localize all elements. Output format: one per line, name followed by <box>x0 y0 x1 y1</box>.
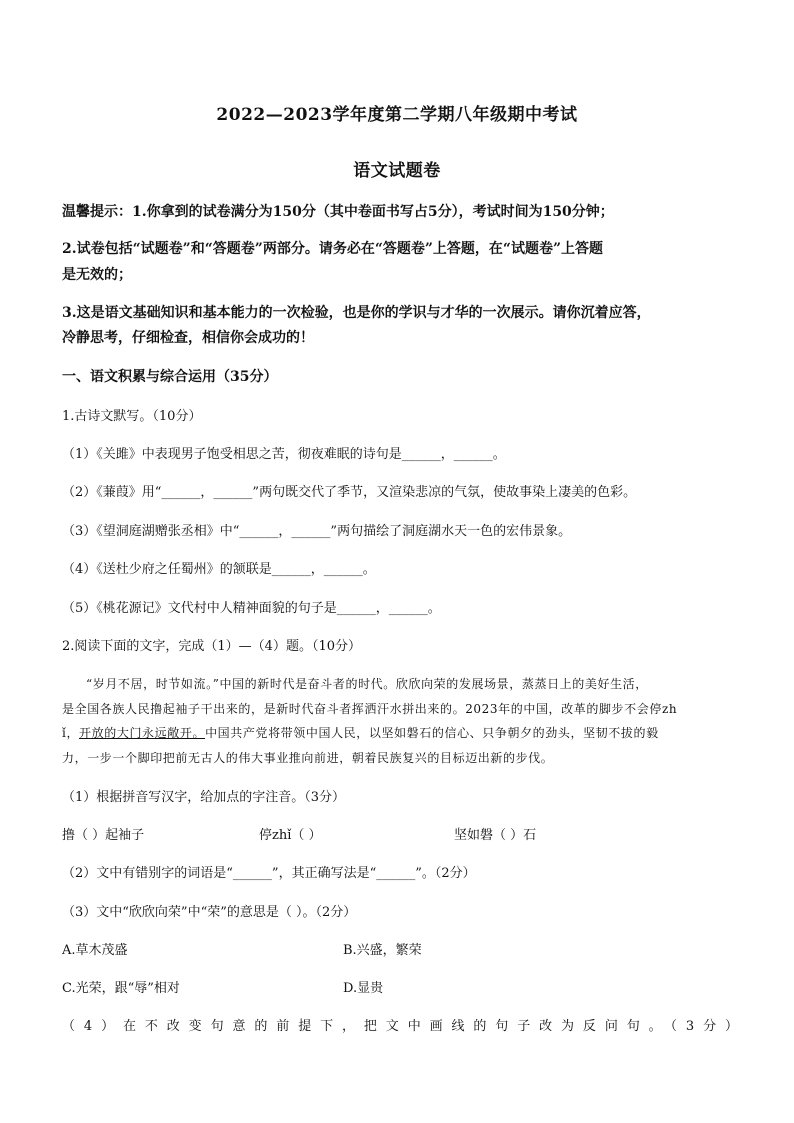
option-c: C.光荣，跟“辱”相对 <box>62 981 180 996</box>
passage-line-1: “岁月不居，时节如流。”中国的新时代是奋斗者的时代。欣欣向荣的发展场景，蒸蒸日上的美好生活， <box>86 677 648 691</box>
passage-line-3-start: ǐ， <box>62 726 80 740</box>
sub-question-2: （2）文中有错别字的词语是“______”，其正确写法是“______”。（2分） <box>62 866 476 881</box>
passage-line-3 <box>62 724 738 741</box>
question-1-item-4: （4）《送杜少府之任蜀州》的颔联是______，______。 <box>62 562 376 577</box>
tip-line-3b: 冷静思考，仔细检查，相信你会成功的！ <box>62 330 314 346</box>
underlined-sentence: 开放的大门永远敞开。 <box>79 726 206 740</box>
option-a: A.草木茂盛 <box>62 943 128 958</box>
question-1-item-2: （2）《蒹葭》用“______，______”两句既交代了季节，又渲染悲凉的气氛，使故事染上凄美的色彩。 <box>62 485 637 500</box>
question-1-item-3: （3）《望洞庭湖赠张丞相》中“______，______”两句描绘了洞庭湖水天一色的宏伟景象。 <box>62 524 572 539</box>
tip-line-3a: 3.这是语文基础知识和基本能力的一次检验，也是你的学识与才华的一次展示。请你沉着应答， <box>62 305 651 321</box>
exam-subtitle: 语文试题卷 <box>353 161 441 181</box>
pinyin-item-c: 坚如磐（ ）石 <box>454 828 537 843</box>
sub-question-1-stem: （1）根据拼音写汉字，给加点的字注音。（3分） <box>62 790 346 805</box>
passage-line-4: 力，一步一个脚印把前无古人的伟大事业推向前进，朝着民族复兴的目标迈出新的步伐。 <box>62 751 554 765</box>
section-heading: 一、语文积累与综合运用（35分） <box>62 369 278 385</box>
sub-question-4: （4）在不改变句意的前提下，把文中画线的句子改为反问句。（3分） <box>62 1019 738 1034</box>
exam-title: 2022—2023学年度第二学期八年级期中考试 <box>216 105 578 125</box>
tip-line-1: 温馨提示：1.你拿到的试卷满分为150分（其中卷面书写占5分），考试时间为150分钟； <box>62 204 614 220</box>
option-b: B.兴盛，繁荣 <box>343 943 422 958</box>
question-1-item-1: （1）《关雎》中表现男子饱受相思之苦，彻夜难眠的诗句是______，______。 <box>62 447 506 462</box>
question-1-stem: 1.古诗文默写。（10分） <box>62 409 202 424</box>
pinyin-item-b: 停zhǐ（ ） <box>259 828 322 843</box>
passage-line-2: 是全国各族人民撸起袖子干出来的，是新时代奋斗者挥洒汗水拼出来的。2023年的中国，改革的脚步不会停zh <box>62 702 678 716</box>
passage-line-3-end: 中国共产党将带领中国人民，以坚如磐石的信心、只争朝夕的劲头，坚韧不拔的毅 <box>205 726 659 740</box>
question-2-stem: 2.阅读下面的文字，完成（1）—（4）题。（10分） <box>62 639 361 654</box>
tip-line-2b: 是无效的； <box>62 267 132 283</box>
pinyin-item-a: 撸（ ）起袖子 <box>62 828 145 843</box>
question-1-item-5: （5）《桃花源记》文代村中人精神面貌的句子是______，______。 <box>62 601 441 616</box>
sub-question-3-stem: （3）文中“欣欣向荣”中“荣”的意思是（ ）。（2分） <box>62 905 357 920</box>
option-d: D.显贵 <box>343 981 384 996</box>
tip-line-2a: 2.试卷包括“试题卷”和“答题卷”两部分。请务必在“答题卷”上答题，在“试题卷”上答题 <box>62 241 604 257</box>
